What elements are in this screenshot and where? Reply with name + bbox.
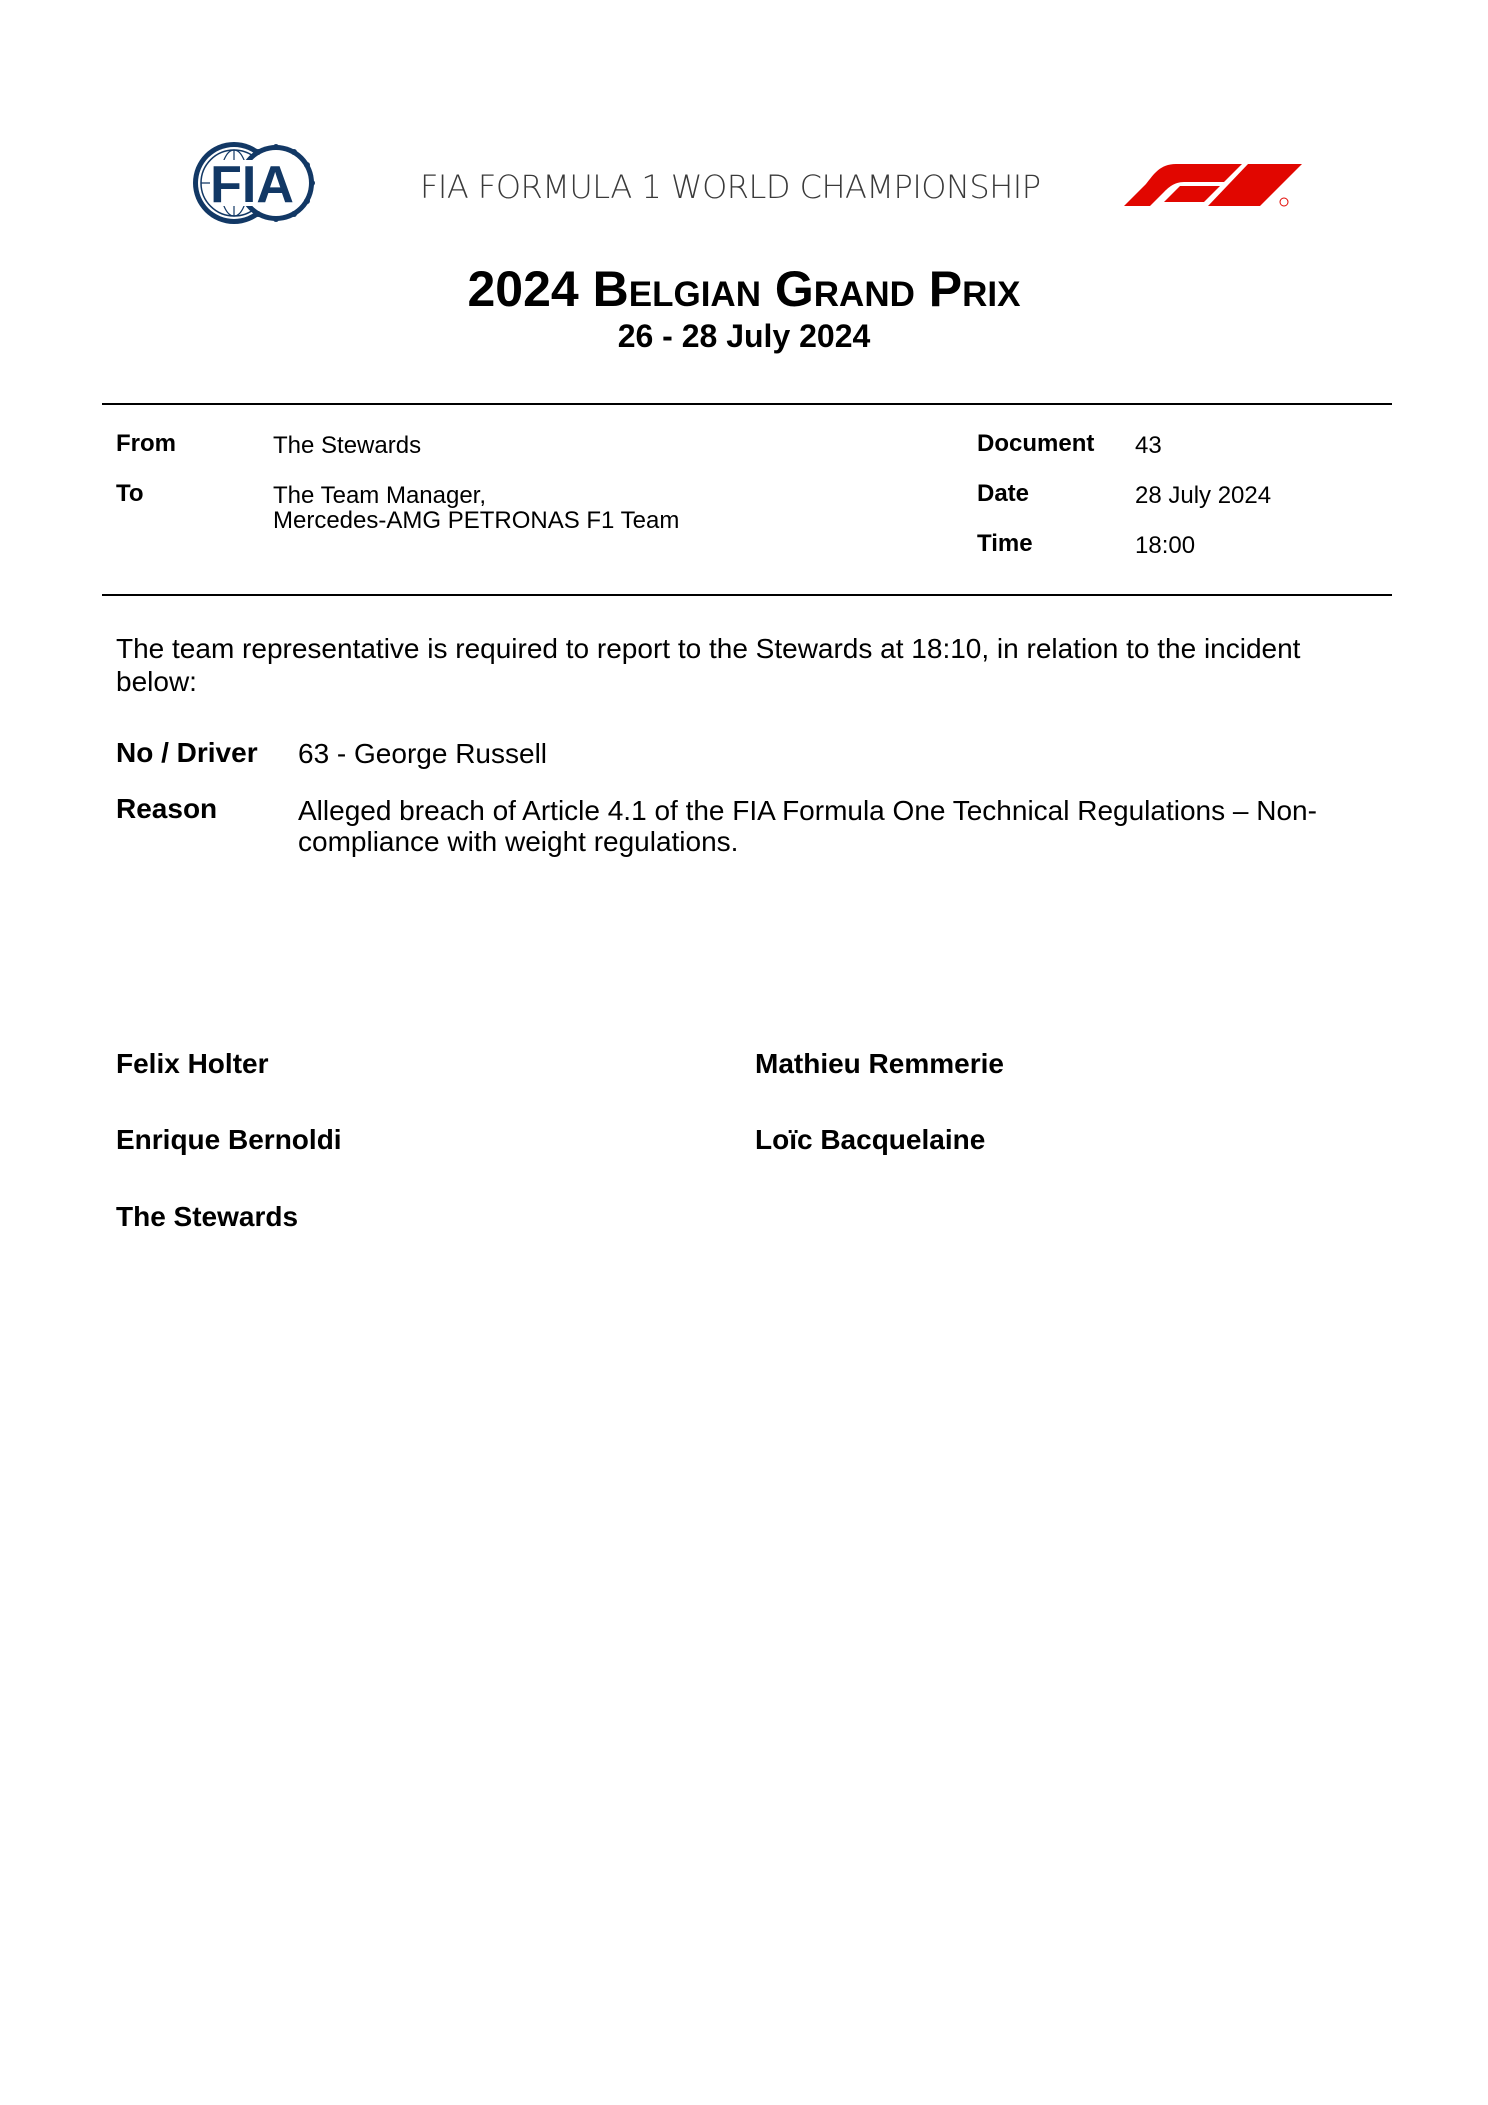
top-divider [102, 403, 1392, 405]
time-label: Time [977, 530, 1033, 557]
document-value: 43 [1135, 432, 1162, 459]
f1-logo [1124, 158, 1306, 208]
event-dates: 26 - 28 July 2024 [617, 318, 871, 354]
driver-value: 63 - George Russell [298, 738, 548, 769]
date-value: 28 July 2024 [1135, 482, 1272, 509]
from-label: From [116, 430, 176, 457]
championship-title: FIA FORMULA 1 WORLD CHAMPIONSHIP [420, 168, 1041, 206]
driver-label: No / Driver [116, 737, 258, 768]
steward-name: Loïc Bacquelaine [755, 1124, 986, 1155]
signature-footer: The Stewards [116, 1201, 299, 1232]
to-label: To [116, 480, 144, 507]
event-word-1: Belgian [592, 261, 761, 317]
to-value-line1: The Team Manager, [273, 482, 487, 509]
steward-name: Enrique Bernoldi [116, 1124, 342, 1155]
fia-logo-lettering: FIA [210, 156, 294, 214]
fia-logo [190, 138, 316, 228]
event-year: 2024 [467, 261, 579, 317]
event-title [0, 260, 1488, 318]
steward-name: Mathieu Remmerie [755, 1048, 1004, 1079]
document-label: Document [977, 430, 1095, 457]
time-value: 18:00 [1135, 532, 1196, 559]
intro-text: The team representative is required to report to the Stewards at 18:10, in relation to the incident below: [116, 633, 1301, 697]
event-word-2: Grand [774, 261, 915, 317]
to-value-line2: Mercedes-AMG PETRONAS F1 Team [273, 507, 680, 534]
bottom-divider [102, 594, 1392, 596]
date-label: Date [977, 480, 1030, 507]
event-word-3: Prix [928, 261, 1021, 317]
from-value: The Stewards [273, 432, 422, 459]
reason-label: Reason [116, 793, 218, 824]
steward-name: Felix Holter [116, 1048, 269, 1079]
reason-value: Alleged breach of Article 4.1 of the FIA Formula One Technical Regulations – Non-compliance with weight regulations. [298, 795, 1317, 857]
